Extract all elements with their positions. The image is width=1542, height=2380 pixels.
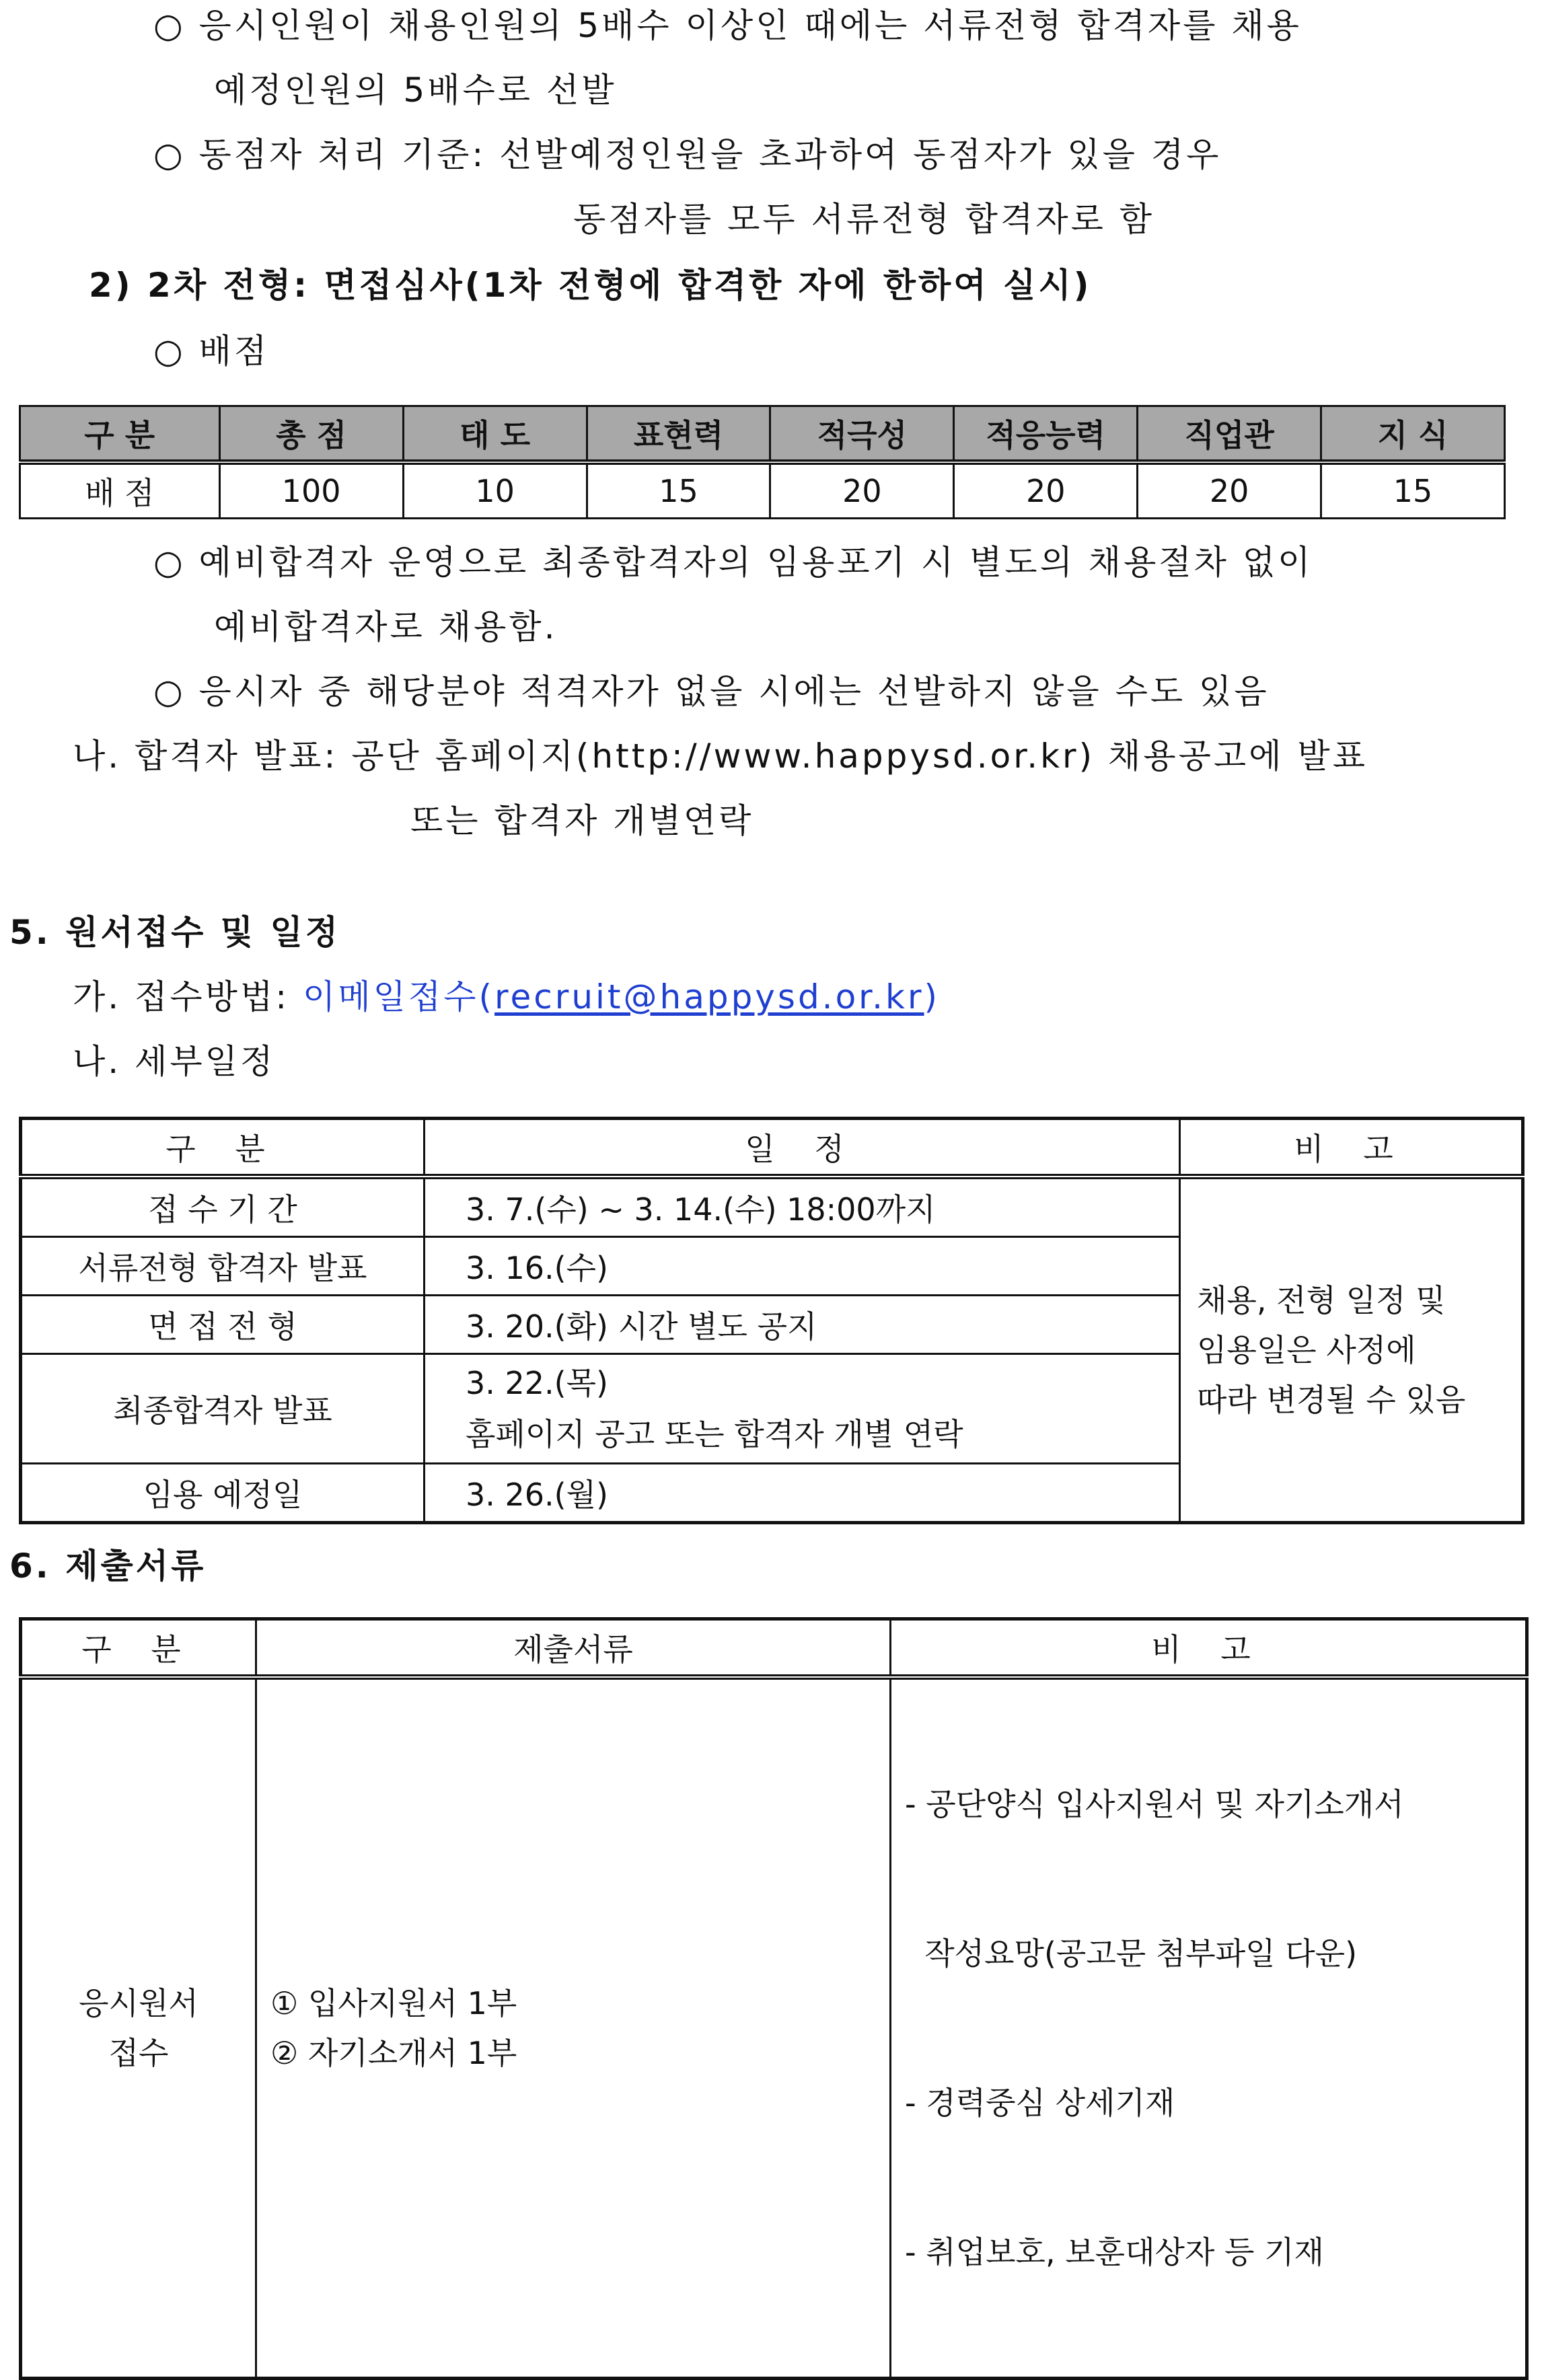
cell-line: 접수 [108,2035,169,2071]
schedule-note [1180,1177,1523,1523]
table-cell: 배 점 [20,462,220,519]
table-row [21,1177,1523,1237]
text-line: 예비합격자로 채용함. [214,607,558,646]
table-cell: 20 [954,462,1138,519]
text-line: 예정인원의 5배수로 선발 [214,71,617,110]
schedule-table [19,1117,1525,1524]
note-line: 채용, 전형 일정 및 [1197,1282,1446,1318]
subsection-heading: 2) 2차 전형: 면접심사(1차 전형에 합격한 자에 한하여 실시) [89,266,1092,305]
table-cell: 100 [219,462,403,519]
method-text: 이메일접수( [303,977,495,1016]
table-cell: 최종합격자 발표 [21,1354,425,1464]
table-header-row [21,1619,1527,1678]
table-header-row [21,1119,1523,1177]
table-cell: 3. 26.(월) [425,1464,1180,1523]
table-header-row [20,406,1505,463]
table-cell: 접 수 기 간 [21,1177,425,1237]
text-line: 나. 세부일정 [73,1042,276,1081]
email-link[interactable]: recruit@happysd.or.kr [494,977,924,1016]
text-line: ○ 배점 [153,332,270,371]
table-header-cell: 직업관 [1138,406,1321,463]
table-cell: 임용 예정일 [21,1464,425,1523]
table-header-cell: 적극성 [770,406,954,463]
table-cell: 15 [587,462,770,519]
cell-line: 홈페이지 공고 또는 합격자 개별 연락 [466,1416,963,1452]
text-line: ○ 동점자 처리 기준: 선발예정인원을 초과하여 동점자가 있을 경우 [153,135,1222,174]
note-line: - 경력중심 상세기재 [905,2085,1175,2121]
note-line: 따라 변경될 수 있음 [1197,1382,1466,1418]
table-header-cell: 표현력 [587,406,770,463]
method-text-close: ) [924,977,941,1016]
note-line: - 공단양식 입사지원서 및 자기소개서 [905,1786,1404,1822]
application-method [73,977,940,1017]
section-heading: 5. 원서접수 및 일정 [9,913,341,952]
table-header-cell: 적응능력 [954,406,1138,463]
text-line: ○ 응시인원이 채용인원의 5배수 이상인 때에는 서류전형 합격자를 채용 [153,6,1302,45]
table-cell: 면 접 전 형 [21,1296,425,1354]
table-header-cell: 태 도 [403,406,587,463]
table-cell: 3. 7.(수) ~ 3. 14.(수) 18:00까지 [425,1177,1180,1237]
text-line: 또는 합격자 개별연락 [410,801,754,840]
table-cell [891,1677,1527,2379]
table-header-cell: 비 고 [1180,1119,1523,1177]
table-cell [256,1677,891,2379]
table-cell [21,1677,256,2379]
cell-line: 응시원서 [79,1985,198,2021]
text-line: 나. 합격자 발표: 공단 홈페이지(http://www.happysd.or.kr) 채용공고에 발표 [73,737,1368,776]
text-line: ○ 응시자 중 해당분야 적격자가 없을 시에는 선발하지 않을 수도 있음 [153,672,1270,711]
table-cell: 서류전형 합격자 발표 [21,1237,425,1296]
table-header-cell: 비 고 [891,1619,1527,1678]
table-row [21,1677,1527,2379]
table-header-cell: 제출서류 [256,1619,891,1678]
note-line: 작성요망(공고문 첨부파일 다운) [905,1935,1358,1972]
table-header-cell: 총 점 [219,406,403,463]
cell-line: 3. 22.(목) [466,1365,608,1401]
table-header-cell: 지 식 [1321,406,1505,463]
note-line: 임용일은 사정에 [1197,1332,1416,1368]
text-line: 동점자를 모두 서류전형 합격자로 함 [573,200,1155,239]
table-cell: 15 [1321,462,1505,519]
document-item: ② 자기소개서 1부 [270,2035,517,2071]
table-header-cell: 구 분 [21,1619,256,1678]
table-header-cell: 구 분 [20,406,220,463]
note-line: - 취업보호, 보훈대상자 등 기재 [905,2234,1324,2270]
table-row [20,462,1505,519]
table-cell: 20 [1138,462,1321,519]
score-table [19,405,1506,519]
table-cell: 3. 20.(화) 시간 별도 공지 [425,1296,1180,1354]
document-item: ① 입사지원서 1부 [270,1985,517,2021]
text-line: ○ 예비합격자 운영으로 최종합격자의 임용포기 시 별도의 채용절차 없이 [153,543,1313,582]
table-cell [425,1354,1180,1464]
table-cell: 20 [770,462,954,519]
table-cell: 10 [403,462,587,519]
section-heading: 6. 제출서류 [9,1547,207,1586]
label: 가. 접수방법: [73,977,303,1016]
documents-table [19,1617,1529,2380]
table-cell: 3. 16.(수) [425,1237,1180,1296]
table-header-cell: 구 분 [21,1119,425,1177]
table-header-cell: 일 정 [425,1119,1180,1177]
